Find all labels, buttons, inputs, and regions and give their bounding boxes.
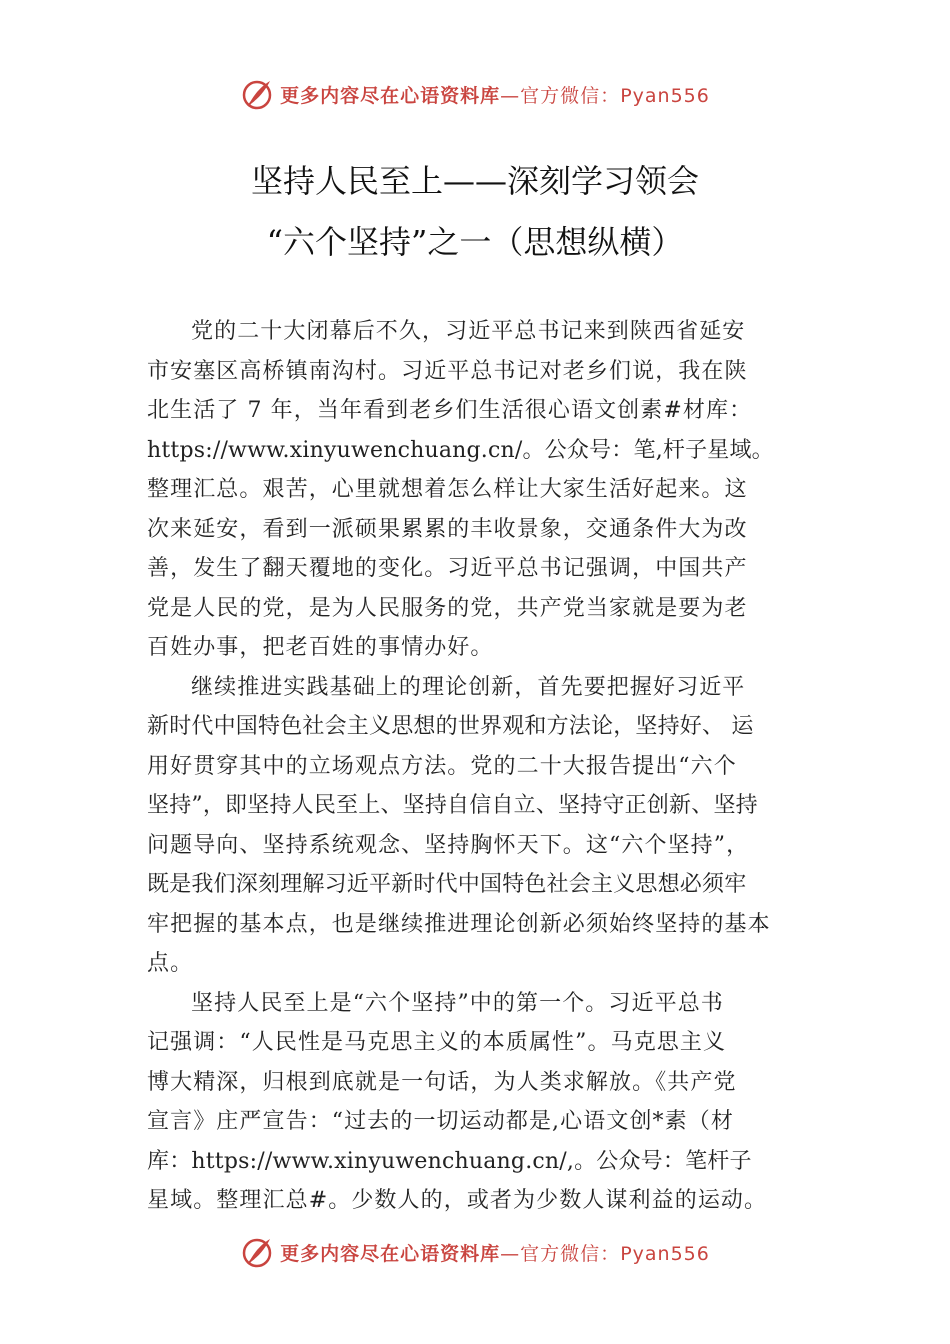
text-line: 库：https://www.xinyuwenchuang.cn/,。公众号：笔杆子: [147, 1148, 752, 1174]
text-line: 坚持”，即坚持人民至上、坚持自信自立、坚持守正创新、坚持: [147, 793, 758, 818]
text-line: 宣言》庄严宣告：“过去的一切运动都是,心语文创*素（材: [147, 1109, 734, 1134]
text-line: 博大精深，归根到底就是一句话，为人类求解放。《共产党: [147, 1069, 737, 1095]
text-line: 记强调：“人民性是马克思主义的本质属性”。马克思主义: [147, 1030, 727, 1055]
text-line: 党的二十大闭幕后不久，习近平总书记来到陕西省延安: [191, 319, 746, 344]
feather-quill-icon: [240, 77, 274, 111]
text-line: 百姓办事，把老百姓的事情办好。: [147, 635, 494, 660]
text-line: 整理汇总。艰苦，心里就想着怎么样让大家生活好起来。这: [147, 477, 748, 502]
text-line: 点。: [147, 951, 194, 976]
feather-quill-icon: [240, 1235, 274, 1269]
text-line: 星域。整理汇总#。少数人的，或者为少数人谋利益的运动。: [147, 1188, 768, 1213]
watermark-header: [0, 74, 950, 114]
text-line: 坚持人民至上是“六个坚持”中的第一个。习近平总书: [191, 990, 724, 1016]
page-title-line-1: 坚持人民至上——深刻学习领会: [250, 162, 699, 200]
text-line: https://www.xinyuwenchuang.cn/。公众号：笔,杆子星域。: [147, 437, 774, 463]
text-line: 市安塞区高桥镇南沟村。习近平总书记对老乡们说，我在陕: [147, 358, 748, 384]
text-line: 问题导向、坚持系统观念、坚持胸怀天下。这“六个坚持”，: [147, 832, 750, 858]
text-line: 新时代中国特色社会主义思想的世界观和方法论，坚持好、 运: [147, 714, 754, 739]
watermark-text: 更多内容尽在心语资料库—官方微信：Pyan556: [280, 1242, 710, 1265]
text-line: 既是我们深刻理解习近平新时代中国特色社会主义思想必须牢: [147, 872, 747, 897]
text-line: 牢把握的基本点，也是继续推进理论创新必须始终坚持的基本: [147, 911, 771, 937]
page-title-line-2: “六个坚持”之一（思想纵横）: [266, 223, 684, 261]
article-body: [147, 312, 837, 1221]
text-line: 用好贯穿其中的立场观点方法。党的二十大报告提出“六个: [147, 753, 737, 779]
text-line: 次来延安，看到一派硕果累累的丰收景象，交通条件大为改: [147, 516, 748, 542]
text-line: 继续推进实践基础上的理论创新，首先要把握好习近平: [191, 674, 746, 700]
watermark-text: 更多内容尽在心语资料库—官方微信：Pyan556: [280, 84, 710, 107]
text-line: 党是人民的党，是为人民服务的党，共产党当家就是要为老: [147, 595, 748, 621]
text-line: 善，发生了翻天覆地的变化。习近平总书记强调，中国共产: [147, 556, 748, 581]
text-line: 北生活了 7 年，当年看到老乡们生活很心语文创素#材库：: [147, 398, 753, 423]
watermark-footer: [0, 1232, 950, 1272]
